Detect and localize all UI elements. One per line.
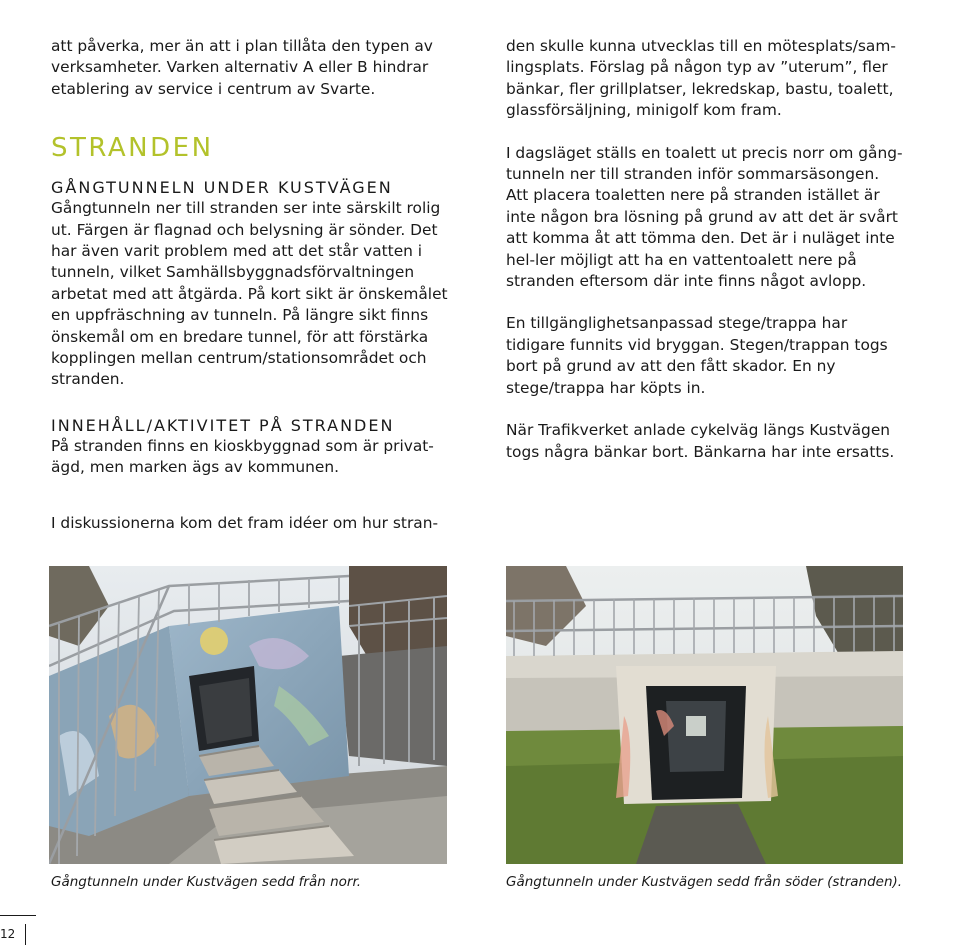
- left-column: [51, 36, 451, 479]
- subsection-title-activity: INNEHÅLL/AKTIVITET PÅ STRANDEN: [51, 415, 395, 435]
- discussion-paragraph: I diskussionerna kom det fram idéer om hur stran-: [51, 514, 439, 532]
- photo-tunnel-from-south: [506, 566, 903, 864]
- page-number: 12: [0, 924, 26, 945]
- activity-paragraph: På stranden finns en kioskbyggnad som är privat-ägd, men marken ägs av kommunen.: [51, 436, 434, 477]
- caption-photo-left: Gångtunneln under Kustvägen sedd från norr.: [51, 874, 362, 890]
- page-number-rule: [0, 915, 36, 916]
- right-paragraph-1: den skulle kunna utvecklas till en mötesplats/sam-lingsplats. Förslag på någon typ av ”uterum”, fler bänkar, fler grillplatser, lekredskap, bastu, toalett, glassförsäljning, minigolf kom fram.: [506, 37, 896, 120]
- right-paragraph-4: När Trafikverket anlade cykelväg längs Kustvägen togs några bänkar bort. Bänkarna har inte ersatts.: [506, 421, 895, 461]
- right-paragraph-2: I dagsläget ställs en toalett ut precis norr om gång-tunneln ner till stranden inför sommarsäsongen. Att placera toaletten nere på stranden istället är inte någon bra lösning på grund av att det är svårt att komma åt att tömma den. Det är i nuläget inte hel-ler möjligt att ha en vattentoalett nere på stranden eftersom där inte finns något avlopp.: [506, 143, 903, 291]
- caption-photo-right: Gångtunneln under Kustvägen sedd från söder (stranden).: [506, 874, 903, 890]
- section-title: STRANDEN: [51, 133, 214, 164]
- photo-tunnel-from-north: [49, 566, 447, 864]
- intro-paragraph: att påverka, mer än att i plan tillåta den typen av verksamheter. Varken alternativ A eller B hindrar etablering av service i centrum av Svarte.: [51, 37, 433, 98]
- subsection-title-tunnel: GÅNGTUNNELN UNDER KUSTVÄGEN: [51, 178, 393, 198]
- right-paragraph-3: En tillgänglighetsanpassad stege/trappa har tidigare funnits vid bryggan. Stegen/trappan togs bort på grund av att den fått skador. En ny stege/trappa har köpts in.: [506, 314, 888, 397]
- tunnel-paragraph: Gångtunneln ner till stranden ser inte särskilt rolig ut. Färgen är flagnad och belysning är sönder. Det har även varit problem med att det står vatten i tunneln, vilket Samhällsbyggnadsförvaltningen arbetat med att åtgärda. På kort sikt är önskemålet en uppfräschning av tunneln. På längre sikt finns önskemål om en bredare tunnel, för att förstärka kopplingen mellan centrum/stationsområdet och stranden.: [51, 199, 448, 389]
- right-column: [506, 36, 906, 463]
